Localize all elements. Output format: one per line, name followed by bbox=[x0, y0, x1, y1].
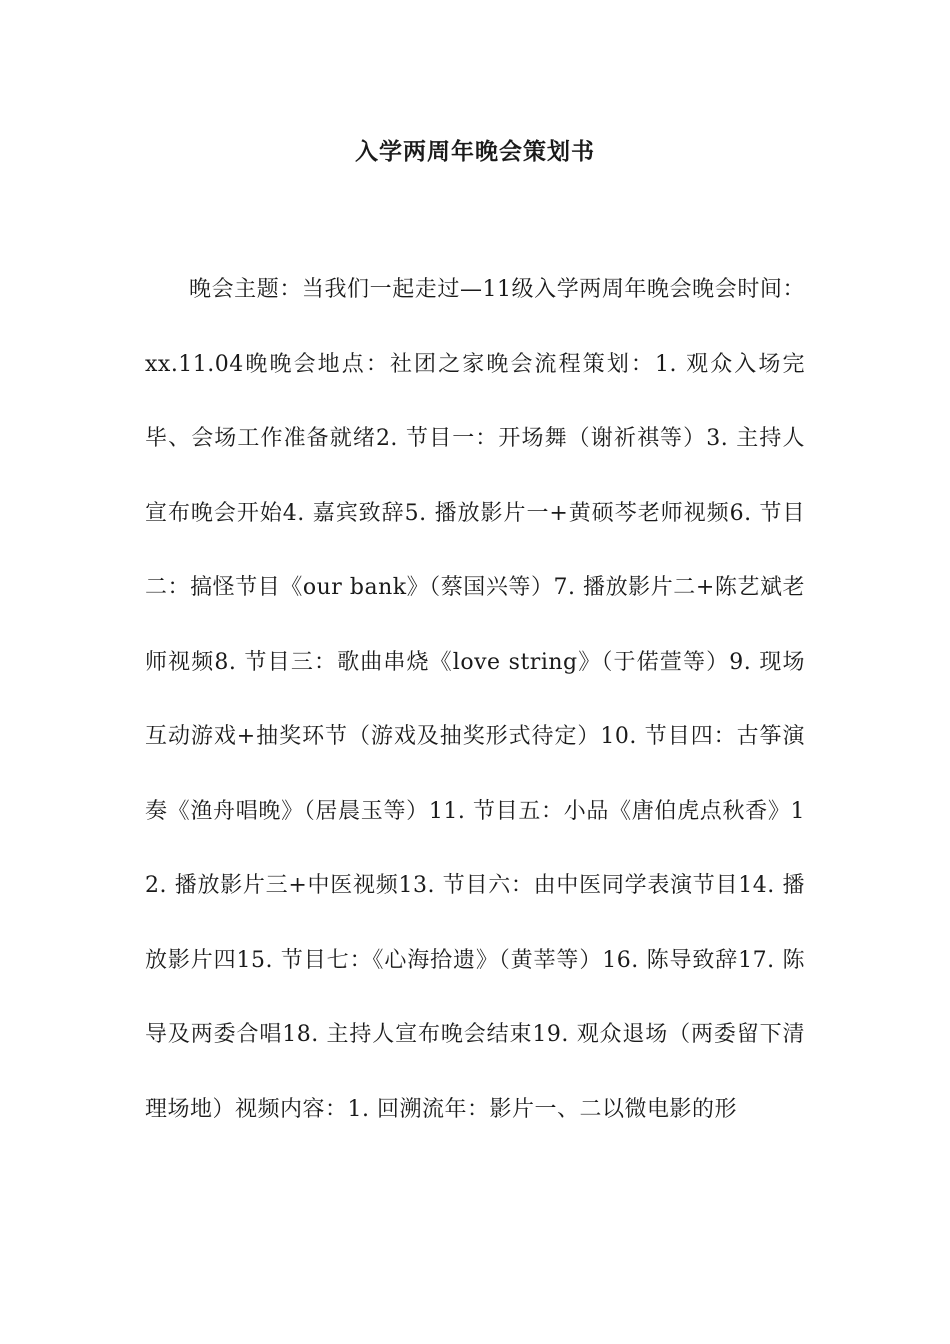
document-body-paragraph: 晚会主题：当我们一起走过—11级入学两周年晚会晚会时间：xx.11.04晚晚会地点：社团之家晚会流程策划：1. 观众入场完毕、会场工作准备就绪2. 节目一：开场舞（谢祈祺等）3. 主持人宣布晚会开始4. 嘉宾致辞5. 播放影片一+黄硕芩老师视频6. 节目二：搞怪节目《our bank》（蔡国兴等）7. 播放影片二+陈艺斌老师视频8. 节目三：歌曲串烧《love string》（于偌萱等）9. 现场互动游戏+抽奖环节（游戏及抽奖形式待定）10. 节目四：古筝演奏《渔舟唱晚》（居晨玉等）11. 节目五：小品《唐伯虎点秋香》12. 播放影片三+中医视频13. 节目六：由中医同学表演节目14. 播放影片四15. 节目七：《心海拾遗》（黄莘等）16. 陈导致辞17. 陈导及两委合唱18. 主持人宣布晚会结束19. 观众退场（两委留下清理场地）视频内容：1. 回溯流年：影片一、二以微电影的形 bbox=[145, 277, 805, 1122]
document-title: 入学两周年晚会策划书 bbox=[355, 139, 595, 165]
